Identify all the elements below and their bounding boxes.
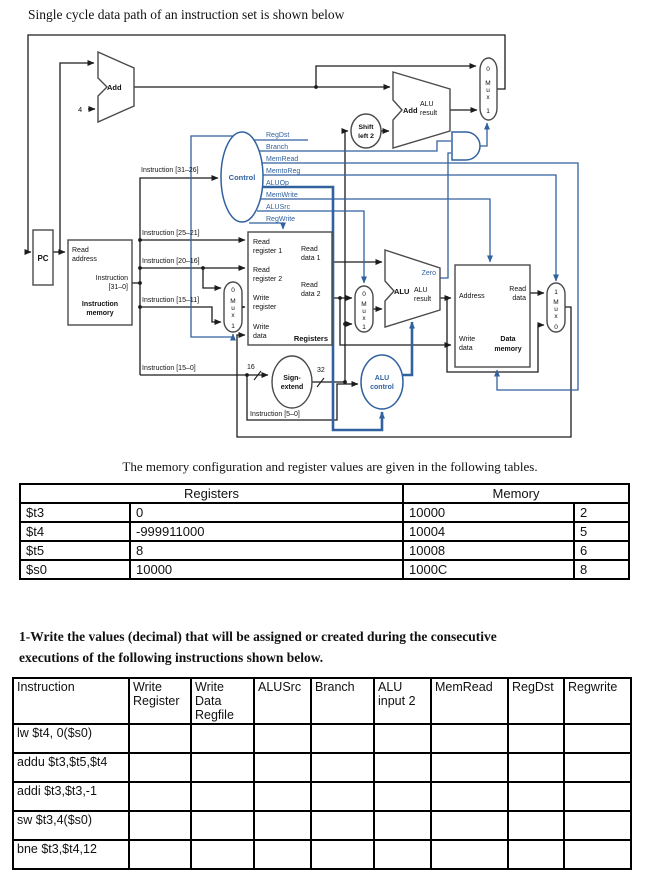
memory-value: 6 [574, 541, 629, 560]
add-label: Add [107, 83, 122, 92]
answer-cell[interactable] [129, 840, 191, 869]
shift-label-2: left 2 [358, 133, 374, 140]
reg-write2-a: Write [253, 324, 270, 331]
registers-header: Registers [20, 484, 403, 503]
mux-0: 0 [231, 287, 235, 294]
mux-x: x [231, 312, 235, 319]
reg-read1-b: register 1 [253, 248, 283, 255]
alu-label: ALU [394, 287, 410, 296]
dmem-address: Address [459, 293, 485, 300]
imem-name-2: memory [86, 310, 114, 317]
reg-write1-a: Write [253, 295, 270, 302]
mux-m: M [485, 80, 491, 87]
mux-0: 0 [486, 66, 490, 73]
dmem-name-2: memory [494, 346, 522, 353]
col-header-alu-input-2: ALU input 2 [374, 678, 431, 724]
control-unit [221, 132, 263, 222]
answer-cell[interactable] [431, 782, 508, 811]
register-value: 8 [130, 541, 403, 560]
dmem-name-1: Data [500, 336, 516, 343]
signal-regwrite: RegWrite [266, 216, 296, 223]
answer-cell[interactable] [508, 753, 564, 782]
answer-cell[interactable] [191, 811, 254, 840]
answer-cell[interactable] [129, 811, 191, 840]
signal-regdst: RegDst [266, 132, 290, 139]
reg-rd2-a: Read [301, 282, 318, 289]
registers-label: Registers [293, 334, 328, 343]
answer-cell[interactable] [564, 753, 631, 782]
tables-caption: The memory configuration and register values are given in the following tables. [122, 459, 538, 474]
col-header-regwrite: Regwrite [564, 678, 631, 724]
signal-memtoreg: MemtoReg [266, 168, 301, 175]
answer-cell[interactable] [311, 724, 374, 753]
instruction-row-sw [13, 811, 631, 840]
label-instr-5-0: Instruction [5–0] [250, 411, 300, 418]
instruction-label: addi $t3,$t3,-1 [13, 782, 129, 811]
label-32-bits: 32 [317, 367, 325, 374]
branch-add-result-1: ALU [420, 101, 434, 108]
alusrc-mux [355, 286, 373, 332]
signal-alusrc: ALUSrc [266, 204, 291, 211]
answer-cell[interactable] [431, 840, 508, 869]
memory-address: 10004 [403, 522, 574, 541]
label-instr-15-11: Instruction [15–11] [142, 297, 200, 304]
question-line-2: executions of the following instructions shown below. [19, 650, 324, 665]
reg-read2-b: register 2 [253, 276, 283, 283]
register-name: $t3 [20, 503, 130, 522]
dmem-write: Write [459, 336, 476, 343]
page-title: Single cycle data path of an instruction set is shown below [28, 7, 345, 22]
branch-and-gate [452, 132, 480, 160]
answer-cell[interactable] [129, 724, 191, 753]
signal-aluop: ALUOp [266, 180, 289, 187]
register-name: $s0 [20, 560, 130, 579]
answer-cell[interactable] [129, 753, 191, 782]
answer-cell[interactable] [254, 753, 311, 782]
instruction-row-addi [13, 782, 631, 811]
mux-x: x [554, 313, 558, 320]
answer-cell[interactable] [254, 724, 311, 753]
mux-u: u [554, 306, 558, 313]
registers-unit [248, 232, 332, 345]
answer-cell[interactable] [564, 811, 631, 840]
reg-read1-a: Read [253, 239, 270, 246]
memory-value: 5 [574, 522, 629, 541]
instruction-row-bne [13, 840, 631, 869]
answer-cell[interactable] [129, 782, 191, 811]
col-header-branch: Branch [311, 678, 374, 724]
reg-rd1-a: Read [301, 246, 318, 253]
pc-label: PC [37, 254, 49, 263]
instruction-table-header-row [13, 678, 631, 724]
label-instr-15-0: Instruction [15–0] [142, 365, 196, 372]
imem-name-1: Instruction [81, 301, 119, 308]
instruction-label: bne $t3,$t4,12 [13, 840, 129, 869]
answer-cell[interactable] [374, 724, 431, 753]
signal-memread: MemRead [266, 156, 299, 163]
answer-cell[interactable] [564, 782, 631, 811]
dmem-read: Read [509, 286, 526, 293]
col-header-write-register: Write Register [129, 678, 191, 724]
register-value: 10000 [130, 560, 403, 579]
alu-zero-label: Zero [421, 270, 436, 277]
dmem-read-data: data [512, 295, 526, 302]
mux-m: M [230, 298, 236, 305]
imem-address: address [72, 256, 97, 263]
answer-cell[interactable] [374, 753, 431, 782]
table-row [20, 560, 629, 579]
branch-add-result-2: result [420, 110, 438, 117]
question-line-1: 1-Write the values (decimal) that will be assigned or created during the consecutive [19, 629, 497, 644]
instruction-row-addu [13, 753, 631, 782]
answer-cell[interactable] [374, 840, 431, 869]
mux-0: 0 [554, 324, 558, 331]
answer-cell[interactable] [311, 840, 374, 869]
answer-cell[interactable] [191, 724, 254, 753]
control-label: Control [228, 173, 256, 182]
memtoreg-mux [547, 283, 565, 332]
main-alu [385, 250, 440, 327]
imem-instruction: Instruction [95, 275, 128, 282]
instruction-row-lw [13, 724, 631, 753]
col-header-memread: MemRead [431, 678, 508, 724]
answer-cell[interactable] [431, 811, 508, 840]
memory-address: 1000C [403, 560, 574, 579]
reg-rd1-b: data 1 [301, 255, 321, 262]
instruction-label: addu $t3,$t5,$t4 [13, 753, 129, 782]
col-header-write-data-regfile: Write Data Regfile [191, 678, 254, 724]
reg-read2-a: Read [253, 267, 270, 274]
mux-x: x [362, 315, 366, 322]
mux-u: u [231, 305, 235, 312]
memory-address: 10008 [403, 541, 574, 560]
table-row [20, 503, 629, 522]
memory-value: 8 [574, 560, 629, 579]
answer-cell[interactable] [311, 811, 374, 840]
mux-x: x [486, 94, 490, 101]
table-row [20, 541, 629, 560]
alu-control-label-2: control [370, 384, 394, 391]
instruction-label: sw $t3,4($s0) [13, 811, 129, 840]
answer-cell[interactable] [431, 724, 508, 753]
alu-result-2: result [414, 296, 432, 303]
instruction-memory [68, 240, 132, 325]
pcsrc-mux [480, 58, 497, 120]
answer-cell[interactable] [374, 811, 431, 840]
answer-cell[interactable] [508, 724, 564, 753]
memory-value: 2 [574, 503, 629, 522]
register-value: -999911000 [130, 522, 403, 541]
answer-cell[interactable] [254, 782, 311, 811]
data-memory-unit [455, 265, 530, 367]
answer-cell[interactable] [311, 782, 374, 811]
alu-control-label-1: ALU [374, 375, 390, 382]
reg-write1-b: register [253, 304, 277, 311]
col-header-regdst: RegDst [508, 678, 564, 724]
signal-branch: Branch [266, 144, 289, 151]
dmem-write-data: data [459, 345, 473, 352]
registers-memory-table [19, 483, 630, 580]
label-instr-20-16: Instruction [20–16] [142, 258, 200, 265]
answer-cell[interactable] [508, 840, 564, 869]
instruction-table [12, 677, 632, 870]
imem-range: [31–0] [108, 284, 128, 291]
answer-cell[interactable] [311, 753, 374, 782]
mux-m: M [361, 301, 367, 308]
answer-cell[interactable] [564, 724, 631, 753]
instruction-label: lw $t4, 0($s0) [13, 724, 129, 753]
answer-cell[interactable] [374, 782, 431, 811]
mux-m: M [553, 299, 559, 306]
four-label: 4 [78, 105, 83, 114]
memory-header: Memory [403, 484, 629, 503]
alu-result-1: ALU [414, 287, 428, 294]
mux-1: 1 [231, 323, 235, 330]
sign-extend-label-2: extend [280, 384, 304, 391]
label-instr-31-26: Instruction [31–26] [141, 167, 199, 174]
mux-1: 1 [362, 324, 366, 331]
pc-box [33, 230, 53, 285]
mux-u: u [486, 87, 490, 94]
reg-write2-b: data [253, 333, 267, 340]
shift-left-2-unit [351, 114, 381, 148]
mux-1: 1 [486, 108, 490, 115]
signal-memwrite: MemWrite [266, 192, 298, 199]
answer-cell[interactable] [431, 753, 508, 782]
col-header-instruction: Instruction [13, 678, 129, 724]
shift-label-1: Shift [358, 124, 374, 131]
answer-cell[interactable] [508, 811, 564, 840]
branch-add-label: Add [403, 106, 418, 115]
answer-cell[interactable] [191, 782, 254, 811]
answer-cell[interactable] [254, 811, 311, 840]
table-row [20, 522, 629, 541]
label-instr-25-21: Instruction [25–21] [142, 230, 200, 237]
alu-control-unit [361, 355, 403, 409]
question-text [19, 626, 644, 668]
register-name: $t5 [20, 541, 130, 560]
mux-u: u [362, 308, 366, 315]
memory-address: 10000 [403, 503, 574, 522]
label-16-bits: 16 [247, 364, 255, 371]
answer-cell[interactable] [191, 840, 254, 869]
reg-rd2-b: data 2 [301, 291, 321, 298]
mux-1: 1 [554, 289, 558, 296]
answer-cell[interactable] [254, 840, 311, 869]
answer-cell[interactable] [508, 782, 564, 811]
imem-read: Read [72, 247, 89, 254]
col-header-alusrc: ALUSrc [254, 678, 311, 724]
control-signal-labels [266, 132, 300, 223]
sign-extend-unit [272, 356, 312, 408]
answer-cell[interactable] [191, 753, 254, 782]
regdst-mux [224, 282, 242, 332]
mux-0: 0 [362, 291, 366, 298]
branch-add-unit [393, 72, 450, 148]
sign-extend-label-1: Sign- [283, 375, 301, 382]
register-name: $t4 [20, 522, 130, 541]
register-value: 0 [130, 503, 403, 522]
answer-cell[interactable] [564, 840, 631, 869]
